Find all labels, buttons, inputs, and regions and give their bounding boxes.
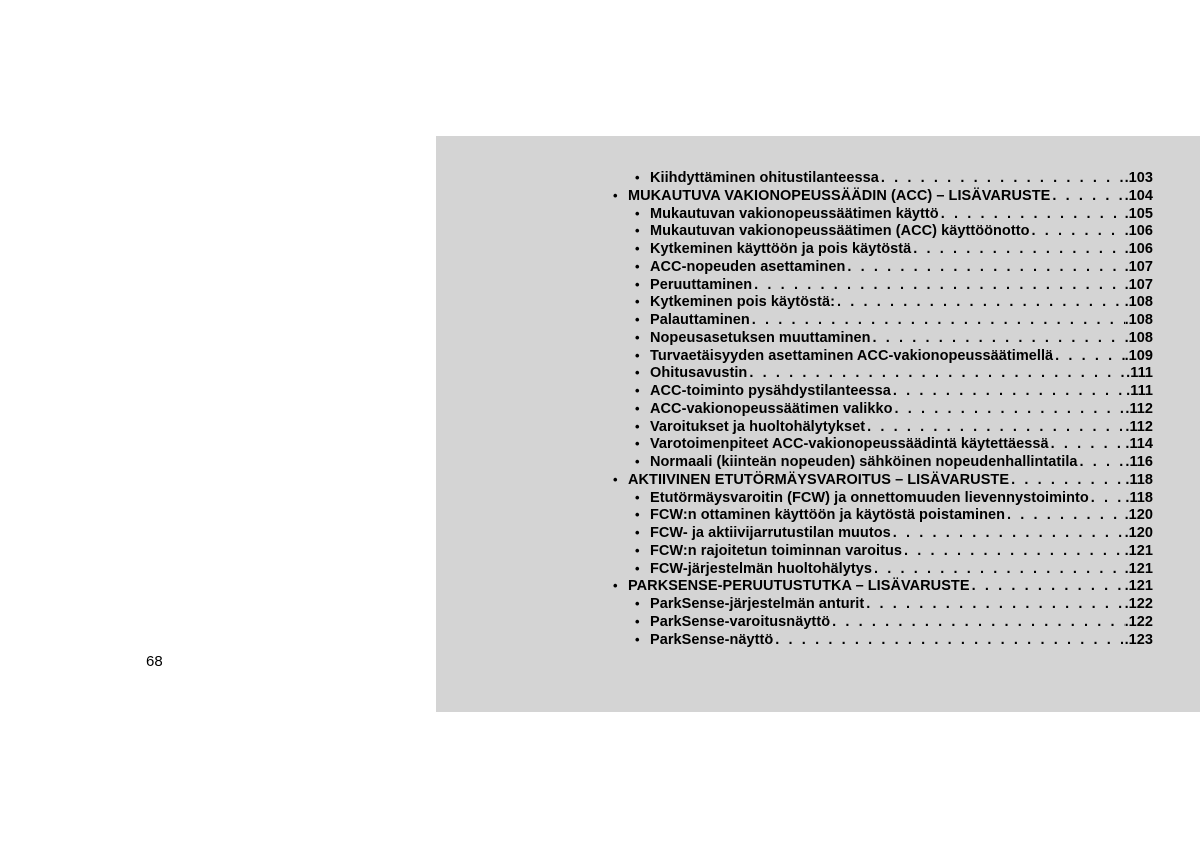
bullet-icon: • — [635, 365, 640, 381]
dot-leader — [970, 578, 1125, 594]
toc-entry-title: ACC-toiminto pysähdystilanteessa — [650, 383, 891, 399]
toc-entry[interactable] — [613, 206, 1153, 224]
toc-entry[interactable] — [613, 241, 1153, 259]
toc-entry-title: Palauttaminen — [650, 312, 750, 328]
dot-leader — [747, 365, 1126, 381]
dot-leader — [1078, 454, 1126, 470]
toc-section-entry[interactable] — [613, 578, 1153, 596]
toc-entry[interactable] — [613, 365, 1153, 383]
toc-entry-page: .123 — [1124, 631, 1153, 648]
dot-leader — [879, 170, 1125, 186]
toc-entry[interactable] — [613, 312, 1153, 330]
toc-entry-title: ACC-nopeuden asettaminen — [650, 258, 846, 275]
bullet-icon: • — [613, 578, 618, 594]
toc-entry-page: .103 — [1124, 170, 1153, 186]
toc-entry-title: Mukautuvan vakionopeussäätimen (ACC) käyttöönotto — [650, 223, 1030, 240]
toc-entry[interactable] — [613, 525, 1153, 543]
toc-entry[interactable] — [613, 507, 1153, 525]
bullet-icon: • — [635, 294, 640, 310]
bullet-icon: • — [635, 170, 640, 185]
dot-leader — [830, 614, 1124, 630]
toc-entry-title: Kytkeminen käyttöön ja pois käytöstä — [650, 241, 912, 257]
bullet-icon: • — [613, 187, 618, 203]
toc-entry-page: .120 — [1124, 507, 1153, 524]
toc-entry-page: .116 — [1125, 454, 1153, 470]
toc-entry[interactable] — [613, 543, 1153, 561]
bullet-icon: • — [635, 400, 640, 416]
toc-entry-title: Etutörmäysvaroitin (FCW) ja onnettomuuden lievennystoiminto — [650, 489, 1089, 506]
toc-entry-title: Kiihdyttäminen ohitustilanteessa — [650, 170, 879, 186]
toc-entry-page: .104 — [1124, 187, 1153, 204]
toc-entry-title: Varotoimenpiteet ACC-vakionopeussäädintä käytettäessä — [650, 436, 1049, 453]
toc-entry-title: ParkSense-näyttö — [650, 631, 774, 648]
dot-leader — [871, 330, 1125, 346]
bullet-icon: • — [635, 383, 640, 398]
toc-entry-page: .106 — [1124, 223, 1153, 240]
bullet-icon: • — [635, 631, 640, 647]
dot-leader — [872, 561, 1125, 577]
toc-entry-title: ParkSense-järjestelmän anturit — [650, 596, 865, 612]
toc-entry-title: MUKAUTUVA VAKIONOPEUSSÄÄDIN (ACC) – LISÄVARUSTE — [628, 187, 1051, 204]
dot-leader — [773, 632, 1124, 648]
toc-entry[interactable] — [613, 436, 1153, 454]
toc-entry-page: .111 — [1126, 365, 1153, 382]
dot-leader — [864, 596, 1124, 612]
dot-leader — [752, 277, 1124, 293]
toc-entry-title: Turvaetäisyyden asettaminen ACC-vakionopeussäätimellä — [650, 347, 1054, 364]
toc-entry[interactable] — [613, 223, 1153, 241]
bullet-icon: • — [635, 329, 640, 345]
bullet-icon: • — [635, 205, 640, 221]
bullet-icon: • — [635, 454, 640, 469]
toc-entry-title: AKTIIVINEN ETUTÖRMÄYSVAROITUS – LISÄVARUSTE — [628, 471, 1010, 488]
bullet-icon: • — [635, 223, 640, 239]
toc-section-entry[interactable] — [613, 472, 1153, 490]
toc-entry-page: .121 — [1124, 578, 1153, 595]
toc-entry-page: .108 — [1124, 294, 1153, 311]
toc-entry-page: .118 — [1125, 489, 1153, 506]
toc-entry[interactable] — [613, 170, 1153, 188]
toc-entry-title: Mukautuvan vakionopeussäätimen käyttö — [650, 205, 939, 222]
toc-entry-title: Kytkeminen pois käytöstä: — [650, 294, 835, 311]
dot-leader — [1030, 223, 1125, 239]
toc-entry-page: .106 — [1124, 241, 1153, 257]
toc-entry[interactable] — [613, 490, 1153, 508]
toc-entry-page: .114 — [1125, 436, 1153, 453]
toc-entry[interactable] — [613, 294, 1153, 312]
toc-entry-title: Normaali (kiinteän nopeuden) sähköinen nopeudenhallintatila — [650, 454, 1078, 470]
toc-entry-page: .118 — [1125, 471, 1153, 488]
toc-entry-title: ACC-vakionopeussäätimen valikko — [650, 400, 893, 417]
toc-entry-title: PARKSENSE-PERUUTUSTUTKA – LISÄVARUSTE — [628, 578, 970, 595]
toc-entry-title: Ohitusavustin — [650, 365, 748, 382]
bullet-icon: • — [635, 596, 640, 611]
toc-entry-title: FCW-järjestelmän huoltohälytys — [650, 560, 872, 577]
toc-entry[interactable] — [613, 596, 1153, 614]
dot-leader — [893, 401, 1126, 417]
toc-entry[interactable] — [613, 419, 1153, 437]
dot-leader — [911, 241, 1124, 257]
toc-entry-title: ParkSense-varoitusnäyttö — [650, 613, 831, 630]
toc-section-entry[interactable] — [613, 188, 1153, 206]
toc-entry[interactable] — [613, 401, 1153, 419]
bullet-icon: • — [635, 436, 640, 452]
toc-entry[interactable] — [613, 614, 1153, 632]
bullet-icon: • — [635, 276, 640, 292]
dot-leader — [1009, 472, 1125, 488]
toc-entry-title: FCW:n rajoitetun toiminnan varoitus — [650, 542, 903, 559]
toc-entry[interactable] — [613, 632, 1153, 650]
bullet-icon: • — [635, 418, 640, 434]
toc-entry-page: .112 — [1125, 418, 1153, 435]
toc-entry[interactable] — [613, 383, 1153, 401]
bullet-icon: • — [635, 507, 640, 523]
toc-entry-page: .121 — [1124, 560, 1153, 577]
bullet-icon: • — [635, 542, 640, 558]
toc-entry-page: .107 — [1124, 258, 1153, 275]
toc-entry[interactable] — [613, 277, 1153, 295]
toc-entry[interactable] — [613, 561, 1153, 579]
toc-entry[interactable] — [613, 348, 1153, 366]
toc-entry[interactable] — [613, 259, 1153, 277]
dot-leader — [1053, 348, 1124, 364]
bullet-icon: • — [635, 312, 640, 327]
bullet-icon: • — [635, 613, 640, 629]
toc-entry[interactable] — [613, 454, 1153, 472]
toc-entry-title: Peruuttaminen — [650, 276, 753, 293]
dot-leader — [939, 206, 1125, 222]
dot-leader — [1049, 436, 1126, 452]
dot-leader — [1005, 507, 1125, 523]
toc-entry-page: .121 — [1124, 542, 1153, 559]
toc-entry-page: .122 — [1124, 613, 1153, 630]
toc-entry-title: FCW- ja aktiivijarrutustilan muutos — [650, 525, 891, 541]
page-number: 68 — [146, 653, 163, 670]
bullet-icon: • — [635, 489, 640, 505]
toc-entry-page: .105 — [1124, 205, 1153, 222]
toc-entry-page: .108 — [1124, 312, 1153, 328]
bullet-icon: • — [635, 258, 640, 274]
toc-list — [613, 170, 1153, 649]
bullet-icon: • — [635, 241, 640, 256]
table-of-contents-panel — [436, 136, 1200, 712]
toc-entry-page: .107 — [1124, 276, 1153, 293]
toc-entry-page: .111 — [1126, 383, 1153, 399]
dot-leader — [1050, 188, 1124, 204]
dot-leader — [902, 543, 1125, 559]
bullet-icon: • — [635, 347, 640, 363]
dot-leader — [1089, 490, 1126, 506]
toc-entry[interactable] — [613, 330, 1153, 348]
bullet-icon: • — [613, 471, 618, 487]
dot-leader — [750, 312, 1125, 328]
toc-entry-page: .109 — [1124, 347, 1153, 364]
dot-leader — [835, 294, 1125, 310]
dot-leader — [891, 525, 1125, 541]
toc-entry-page: .112 — [1125, 400, 1153, 417]
dot-leader — [865, 419, 1125, 435]
toc-entry-title: Varoitukset ja huoltohälytykset — [650, 418, 866, 435]
bullet-icon: • — [635, 560, 640, 576]
toc-entry-page: .108 — [1124, 329, 1153, 346]
toc-entry-title: Nopeusasetuksen muuttaminen — [650, 329, 871, 346]
dot-leader — [891, 383, 1126, 399]
toc-entry-page: .120 — [1124, 525, 1153, 541]
toc-entry-title: FCW:n ottaminen käyttöön ja käytöstä poistaminen — [650, 507, 1006, 524]
toc-entry-page: .122 — [1124, 596, 1153, 612]
dot-leader — [845, 259, 1124, 275]
bullet-icon: • — [635, 525, 640, 540]
